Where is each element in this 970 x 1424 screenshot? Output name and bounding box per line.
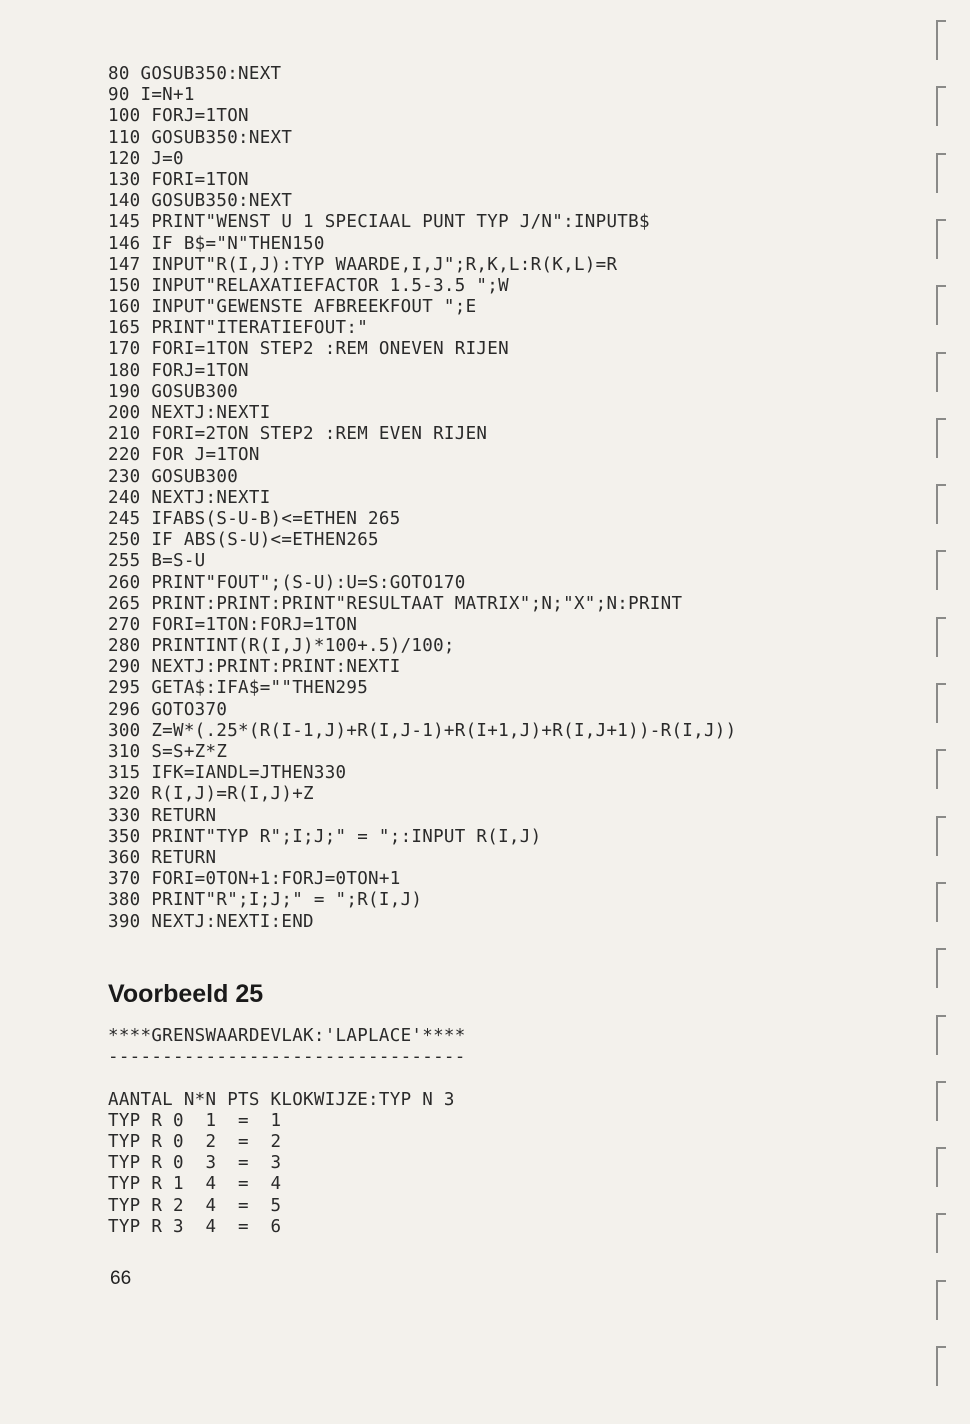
code-line: 190 GOSUB300 xyxy=(108,381,239,402)
code-line: 260 PRINT"FOUT";(S-U):U=S:GOTO170 xyxy=(108,572,466,593)
code-line: TYP R 0 2 = 2 xyxy=(108,1131,282,1152)
code-line: 300 Z=W*(.25*(R(I-1,J)+R(I,J-1)+R(I+1,J)+R(I,J+1))-R(I,J)) xyxy=(108,720,737,741)
code-line: 315 IFK=IANDL=JTHEN330 xyxy=(108,763,347,784)
code-line: 280 PRINTINT(R(I,J)*100+.5)/100; xyxy=(108,636,455,657)
code-line: 140 GOSUB350:NEXT xyxy=(108,191,293,212)
code-line: TYP R 0 1 = 1 xyxy=(108,1110,282,1131)
code-line: 350 PRINT"TYP R";I;J;" = ";:INPUT R(I,J) xyxy=(108,826,542,847)
binding-hole xyxy=(936,219,946,259)
binding-hole xyxy=(936,352,946,392)
code-line: 230 GOSUB300 xyxy=(108,466,239,487)
code-line: 80 GOSUB350:NEXT xyxy=(108,64,282,84)
code-line: TYP R 0 3 = 3 xyxy=(108,1153,282,1174)
code-line: 255 B=S-U xyxy=(108,551,206,572)
code-line: ****GRENSWAARDEVLAK:'LAPLACE'**** xyxy=(108,1026,466,1046)
code-line: 290 NEXTJ:PRINT:PRINT:NEXTI xyxy=(108,657,401,678)
code-line: 130 FORI=1TON xyxy=(108,169,249,190)
code-line: 320 R(I,J)=R(I,J)+Z xyxy=(108,784,314,805)
binding-hole xyxy=(936,285,946,325)
spiral-binding xyxy=(928,20,948,1400)
code-line: 110 GOSUB350:NEXT xyxy=(108,127,293,148)
code-line: 90 I=N+1 xyxy=(108,85,195,106)
example-heading: Voorbeeld 25 xyxy=(108,980,264,1008)
basic-program-listing xyxy=(108,64,736,933)
code-line: 296 GOTO370 xyxy=(108,699,228,720)
code-line: 165 PRINT"ITERATIEFOUT:" xyxy=(108,318,369,339)
binding-hole xyxy=(936,86,946,126)
code-line: 150 INPUT"RELAXATIEFACTOR 1.5-3.5 ";W xyxy=(108,275,509,296)
binding-hole xyxy=(936,1280,946,1320)
code-line: 370 FORI=0TON+1:FORJ=0TON+1 xyxy=(108,869,401,890)
code-line: TYP R 1 4 = 4 xyxy=(108,1174,282,1195)
binding-hole xyxy=(936,948,946,988)
code-line: 330 RETURN xyxy=(108,805,217,826)
binding-hole xyxy=(936,683,946,723)
code-line: 180 FORJ=1TON xyxy=(108,360,249,381)
code-line: 390 NEXTJ:NEXTI:END xyxy=(108,911,314,932)
code-line: 100 FORJ=1TON xyxy=(108,106,249,127)
code-line: 380 PRINT"R";I;J;" = ";R(I,J) xyxy=(108,890,423,911)
binding-hole xyxy=(936,1081,946,1121)
program-output xyxy=(108,1026,466,1238)
code-line: TYP R 3 4 = 6 xyxy=(108,1216,282,1237)
code-line: 145 PRINT"WENST U 1 SPECIAAL PUNT TYP J/N":INPUTB$ xyxy=(108,212,650,233)
code-line: 295 GETA$:IFA$=""THEN295 xyxy=(108,678,369,699)
code-line: 210 FORI=2TON STEP2 :REM EVEN RIJEN xyxy=(108,424,488,445)
code-line: --------------------------------- xyxy=(108,1047,466,1068)
code-line: 147 INPUT"R(I,J):TYP WAARDE,I,J";R,K,L:R(K,L)=R xyxy=(108,254,618,275)
binding-hole xyxy=(936,153,946,193)
binding-hole xyxy=(936,882,946,922)
code-line: 360 RETURN xyxy=(108,847,217,868)
binding-hole xyxy=(936,484,946,524)
code-line: 170 FORI=1TON STEP2 :REM ONEVEN RIJEN xyxy=(108,339,509,360)
code-line: 270 FORI=1TON:FORJ=1TON xyxy=(108,614,358,635)
binding-hole xyxy=(936,20,946,60)
binding-hole xyxy=(936,749,946,789)
binding-hole xyxy=(936,1346,946,1386)
binding-hole xyxy=(936,1147,946,1187)
code-line: TYP R 2 4 = 5 xyxy=(108,1195,282,1216)
binding-hole xyxy=(936,550,946,590)
code-line: 245 IFABS(S-U-B)<=ETHEN 265 xyxy=(108,508,401,529)
code-line: 160 INPUT"GEWENSTE AFBREEKFOUT ";E xyxy=(108,297,477,318)
binding-hole xyxy=(936,418,946,458)
binding-hole xyxy=(936,1015,946,1055)
code-line xyxy=(108,1068,466,1089)
code-line: 220 FOR J=1TON xyxy=(108,445,260,466)
page-number: 66 xyxy=(110,1268,132,1289)
code-line: 146 IF B$="N"THEN150 xyxy=(108,233,325,254)
binding-hole xyxy=(936,617,946,657)
code-line: 250 IF ABS(S-U)<=ETHEN265 xyxy=(108,530,379,551)
code-line: 240 NEXTJ:NEXTI xyxy=(108,487,271,508)
binding-hole xyxy=(936,816,946,856)
code-line: AANTAL N*N PTS KLOKWIJZE:TYP N 3 xyxy=(108,1089,455,1110)
code-line: 310 S=S+Z*Z xyxy=(108,742,228,762)
code-line: 120 J=0 xyxy=(108,148,184,169)
binding-hole xyxy=(936,1213,946,1253)
code-line: 200 NEXTJ:NEXTI xyxy=(108,403,271,423)
code-line: 265 PRINT:PRINT:PRINT"RESULTAAT MATRIX";N;"X";N:PRINT xyxy=(108,593,683,614)
